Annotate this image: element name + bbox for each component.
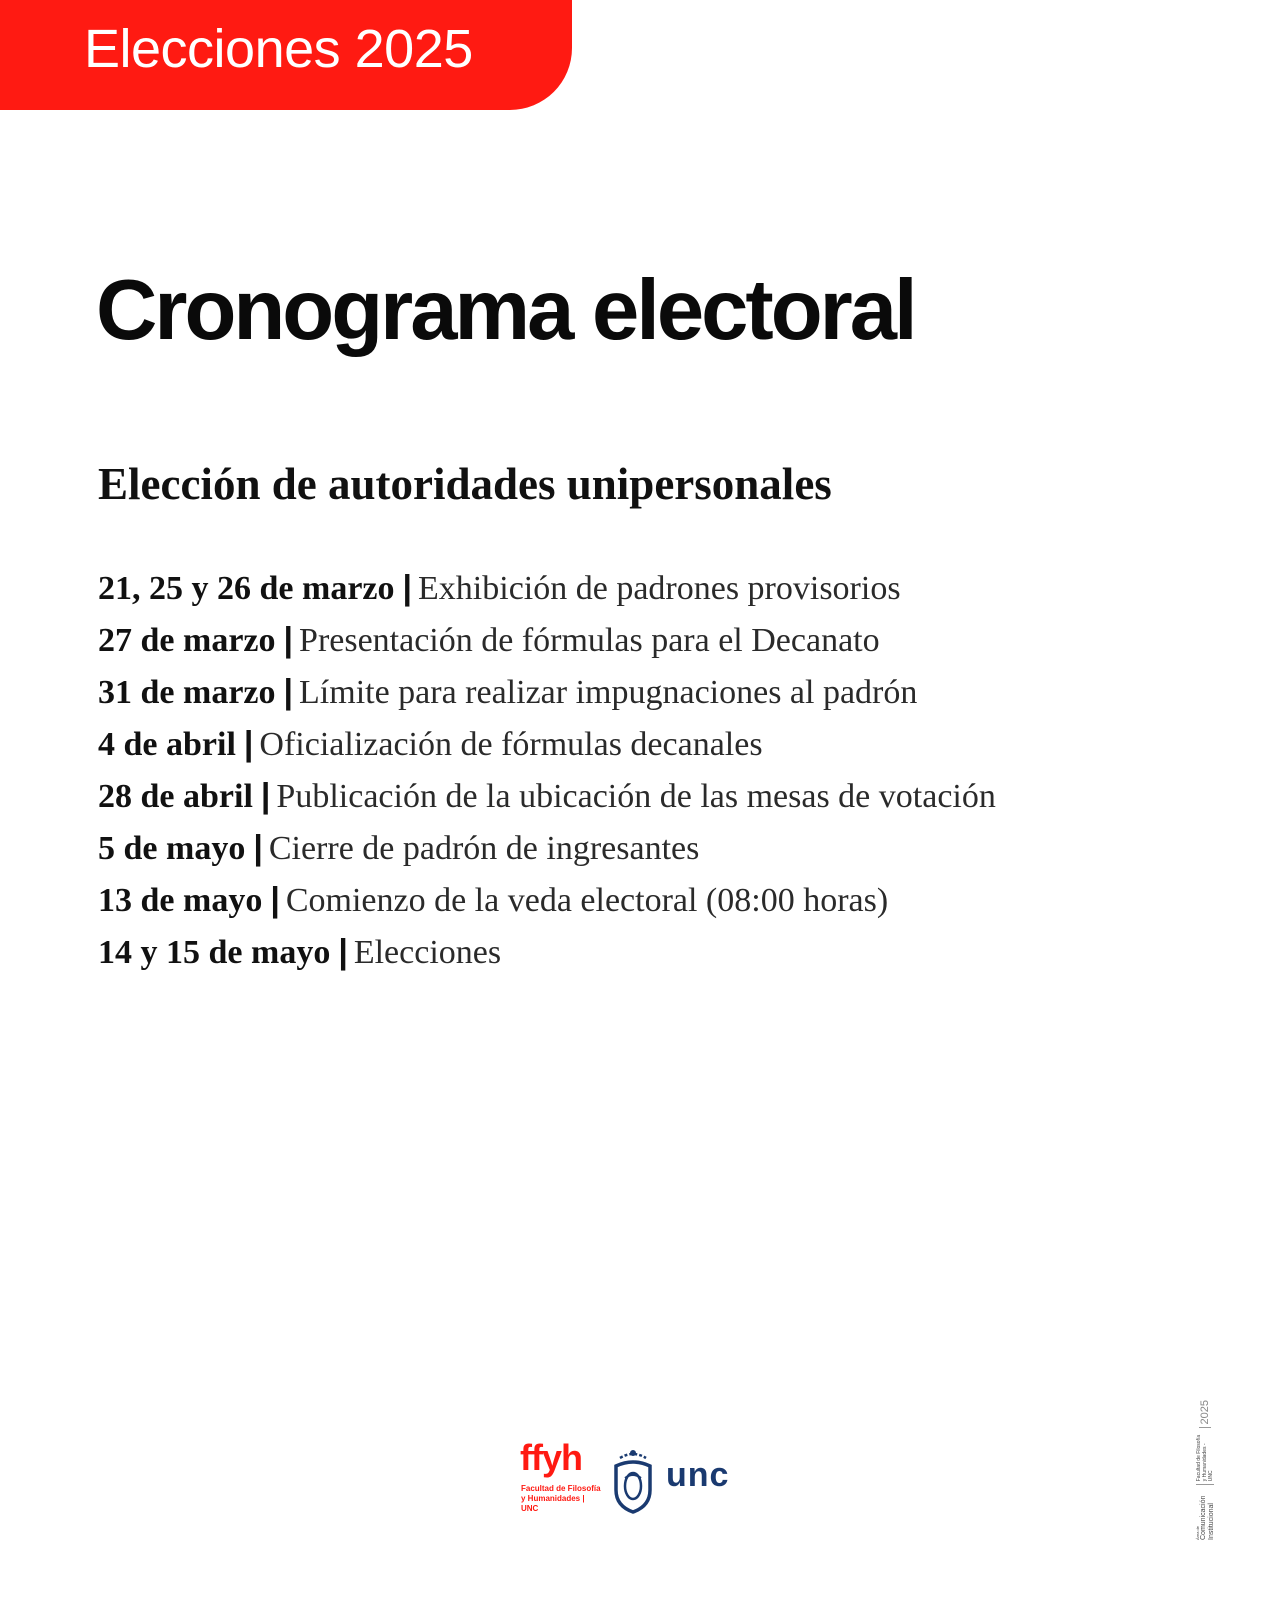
schedule-event: Elecciones	[353, 934, 502, 971]
ffyh-subtitle-line: y Humanidades | UNC	[521, 1494, 585, 1513]
ffyh-logo: ffyh	[520, 1437, 582, 1478]
schedule-date: 31 de marzo	[98, 674, 276, 711]
section-subtitle: Elección de autoridades unipersonales	[98, 459, 832, 509]
schedule-event: Publicación de la ubicación de las mesas de votación	[276, 778, 996, 815]
credit-faculty: Facultad de Filosofía y Humanidades - UNC	[1196, 1432, 1214, 1485]
schedule-separator: |	[283, 621, 294, 659]
schedule-item	[98, 770, 996, 822]
schedule-event: Límite para realizar impugnaciones al padrón	[299, 674, 918, 711]
schedule-date: 14 y 15 de mayo	[98, 934, 331, 971]
credit-year: 2025	[1199, 1400, 1211, 1428]
credit-area-prefix: Área de	[1194, 1525, 1200, 1540]
schedule-date: 21, 25 y 26 de marzo	[98, 570, 395, 607]
schedule-item	[98, 666, 996, 718]
schedule-item	[98, 822, 996, 874]
schedule-list	[98, 562, 996, 978]
schedule-separator: |	[243, 725, 254, 763]
credit-area	[1195, 1489, 1216, 1540]
schedule-item	[98, 614, 996, 666]
schedule-separator: |	[253, 829, 263, 867]
page-title: Cronograma electoral	[96, 263, 915, 358]
footer-logos	[520, 1438, 740, 1522]
schedule-event: Oficialización de fórmulas decanales	[259, 726, 763, 763]
header-tab	[0, 0, 572, 110]
schedule-event: Presentación de fórmulas para el Decanato	[299, 622, 880, 659]
schedule-date: 5 de mayo	[98, 830, 246, 867]
schedule-separator: |	[338, 933, 348, 971]
schedule-separator: |	[260, 777, 271, 815]
schedule-date: 13 de mayo	[98, 882, 263, 919]
header-title: Elecciones 2025	[84, 19, 473, 79]
credit-block	[1192, 1400, 1218, 1540]
schedule-event: Exhibición de padrones provisorios	[418, 570, 901, 607]
ffyh-logo-subtitle	[521, 1484, 601, 1514]
schedule-separator: |	[402, 569, 413, 607]
unc-shield-emblem-icon	[608, 1444, 658, 1514]
schedule-event: Cierre de padrón de ingresantes	[268, 830, 700, 867]
schedule-item	[98, 926, 996, 978]
schedule-item	[98, 874, 996, 926]
unc-logo: unc	[666, 1456, 730, 1494]
schedule-separator: |	[270, 881, 280, 919]
schedule-separator: |	[283, 673, 294, 711]
ffyh-subtitle-line: Facultad de Filosofía	[521, 1484, 601, 1493]
schedule-date: 4 de abril	[98, 726, 236, 763]
credit-area-name: Comunicación Institucional	[1199, 1495, 1215, 1540]
schedule-date: 27 de marzo	[98, 622, 276, 659]
schedule-item	[98, 718, 996, 770]
schedule-item	[98, 562, 996, 614]
schedule-event: Comienzo de la veda electoral (08:00 horas)	[285, 882, 889, 919]
schedule-date: 28 de abril	[98, 778, 253, 815]
